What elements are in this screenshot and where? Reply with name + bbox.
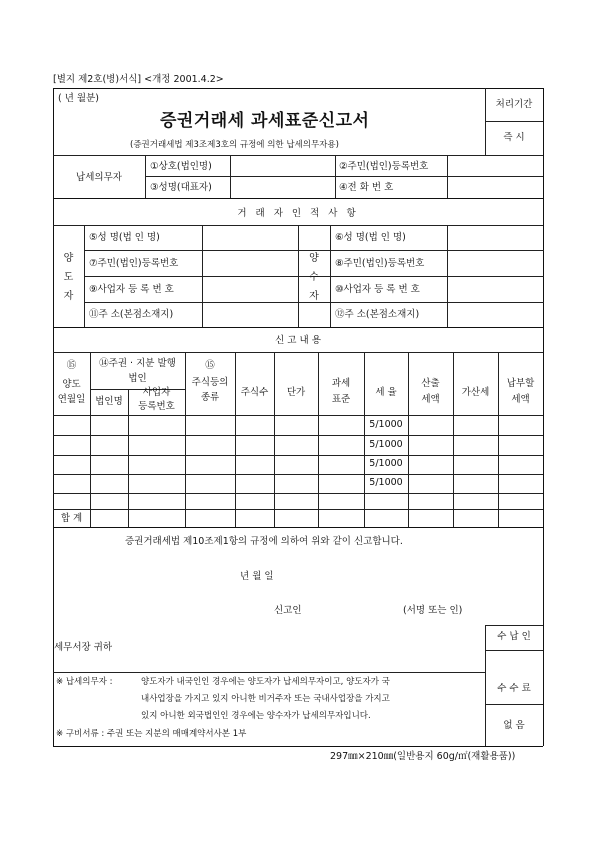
fee-value: 없 음	[503, 720, 525, 731]
report-bottom	[53, 527, 543, 528]
paper-spec: 297㎜×210㎜(일반용지 60g/㎡(재활용품))	[330, 751, 516, 762]
receipt-bottom	[485, 650, 543, 651]
buyer-registration-label: ⑧주민(법인)등록번호	[335, 258, 425, 269]
stock-type-header: 주식등의 종류	[191, 377, 229, 403]
seller-name-field[interactable]	[203, 226, 297, 249]
unit-price-header: 단가	[286, 387, 306, 398]
registration-number-label: ②주민(법인)등록번호	[339, 161, 429, 172]
parties-bottom	[53, 327, 543, 328]
issuer-registration-header: 사업자 등록번호	[138, 387, 175, 412]
report-row3	[53, 474, 543, 475]
taxpayer-top	[53, 155, 543, 156]
issuer-name-header: 법인명	[95, 396, 123, 407]
report-col9	[453, 352, 454, 527]
tax-rate-cell: 5/1000	[369, 458, 403, 469]
frame-right	[543, 88, 544, 746]
form-subtitle: (증권거래세법 제3조제3호의 규정에 의한 납세의무자용)	[130, 140, 339, 150]
buyer-business-number-field[interactable]	[448, 278, 542, 301]
declaration-date: 년 월 일	[240, 571, 274, 582]
seller-address-label: ⑪주 소(본점소재지)	[89, 309, 174, 320]
form-title: 증권거래세 과세표준신고서	[160, 111, 370, 131]
tax-base-header: 과세 표준	[331, 378, 351, 405]
processing-period-value: 즉 시	[503, 132, 525, 143]
reporter-name-field[interactable]	[320, 600, 398, 618]
issuer-group-header: ⑭주권 · 지분 발행 법인	[99, 358, 176, 384]
processing-divider	[485, 121, 543, 122]
report-row4	[53, 493, 543, 494]
report-row2	[53, 455, 543, 456]
frame-top	[53, 88, 543, 89]
penalty-tax-header: 가산세	[461, 387, 490, 398]
note-taxpayer-line1: 양도자가 내국인인 경우에는 양도자가 납세의무자이고, 양도자가 국	[141, 677, 390, 687]
taxpayer-col3	[335, 155, 336, 198]
report-col4	[235, 352, 236, 527]
reporter-label: 신고인	[274, 605, 302, 616]
tax-rate-cell: 5/1000	[369, 419, 403, 430]
business-name-field[interactable]	[231, 157, 334, 175]
seller-col1	[84, 225, 85, 327]
parties-section-title: 거 래 자 인 적 사 항	[237, 208, 359, 219]
representative-label: ③성명(대표자)	[150, 182, 212, 193]
date-column-header: 양도 연월일	[57, 379, 86, 405]
receipt-top	[485, 625, 543, 626]
taxpayer-label: 납세의무자	[76, 172, 122, 183]
phone-label: ④전 화 번 호	[339, 182, 394, 193]
tax-rate-cell: 5/1000	[369, 477, 403, 488]
fee-divider	[485, 704, 543, 705]
buyer-col1	[330, 225, 331, 327]
seller-address-field[interactable]	[203, 303, 297, 326]
report-row1	[53, 435, 543, 436]
note-taxpayer-label: ※ 납세의무자 :	[56, 677, 113, 687]
report-header-bottom	[53, 415, 543, 416]
receipt-stamp-label: 수 납 인	[497, 631, 531, 642]
report-period: ( 년 월분)	[58, 93, 99, 104]
seller-registration-label: ⑦주민(법인)등록번호	[89, 258, 179, 269]
buyer-address-field[interactable]	[448, 303, 542, 326]
report-col5	[274, 352, 275, 527]
taxpayer-col1	[145, 155, 146, 198]
buyer-label: 양 수 자	[309, 253, 319, 302]
representative-field[interactable]	[231, 178, 334, 197]
frame-bottom	[53, 746, 543, 747]
notes-top	[53, 672, 485, 673]
taxpayer-mid	[145, 176, 543, 177]
form-reference: [별지 제2호(병)서식] <개정 2001.4.2>	[53, 74, 224, 85]
quantity-header: 주식수	[240, 387, 269, 398]
seller-business-number-label: ⑨사업자 등 록 번 호	[89, 284, 174, 295]
buyer-registration-field[interactable]	[448, 252, 542, 275]
tax-rate-header: 세 율	[375, 387, 397, 398]
processing-period-label: 처리기간	[495, 99, 533, 110]
note-taxpayer-line2: 내사업장을 가지고 있지 아니한 비거주자 또는 국내사업장을 가지고	[141, 694, 390, 704]
calculated-tax-header: 산출 세액	[421, 378, 440, 405]
payable-tax-header: 납부할 세액	[506, 378, 535, 405]
report-row5	[53, 509, 543, 510]
total-row-label: 합 계	[60, 513, 83, 524]
registration-number-field[interactable]	[448, 157, 542, 175]
buyer-name-field[interactable]	[448, 226, 542, 249]
business-name-label: ①상호(법인명)	[150, 161, 212, 172]
recipient-label: 세무서장 귀하	[54, 642, 113, 653]
tax-rate-cell: 5/1000	[369, 439, 403, 450]
taxpayer-bottom	[53, 198, 543, 199]
date-column-number: ⑮	[66, 360, 77, 371]
note-taxpayer-line3: 있지 아니한 외국법인인 경우에는 양수자가 납세의무자입니다.	[141, 711, 371, 721]
seller-name-label: ⑤성 명(법 인 명)	[89, 232, 160, 243]
seller-label: 양 도 자	[63, 253, 74, 302]
buyer-business-number-label: ⑩사업자 등 록 번 호	[335, 284, 420, 295]
seller-business-number-field[interactable]	[203, 278, 297, 301]
signature-label: (서명 또는 인)	[403, 605, 463, 616]
note-documents: ※ 구비서류 : 주권 또는 지분의 매매계약서사본 1부	[56, 729, 247, 739]
report-top	[53, 352, 543, 353]
report-section-title: 신 고 내 용	[275, 335, 321, 346]
buyer-name-label: ⑥성 명(법 인 명)	[335, 232, 406, 243]
fee-label: 수 수 료	[497, 683, 531, 694]
buyer-address-label: ⑫주 소(본점소재지)	[335, 309, 420, 320]
stock-type-number: ⑮	[205, 360, 215, 371]
seller-registration-field[interactable]	[203, 252, 297, 275]
phone-field[interactable]	[448, 178, 542, 197]
declaration-statement: 증권거래세법 제10조제1항의 규정에 의하여 위와 같이 신고합니다.	[125, 536, 403, 547]
